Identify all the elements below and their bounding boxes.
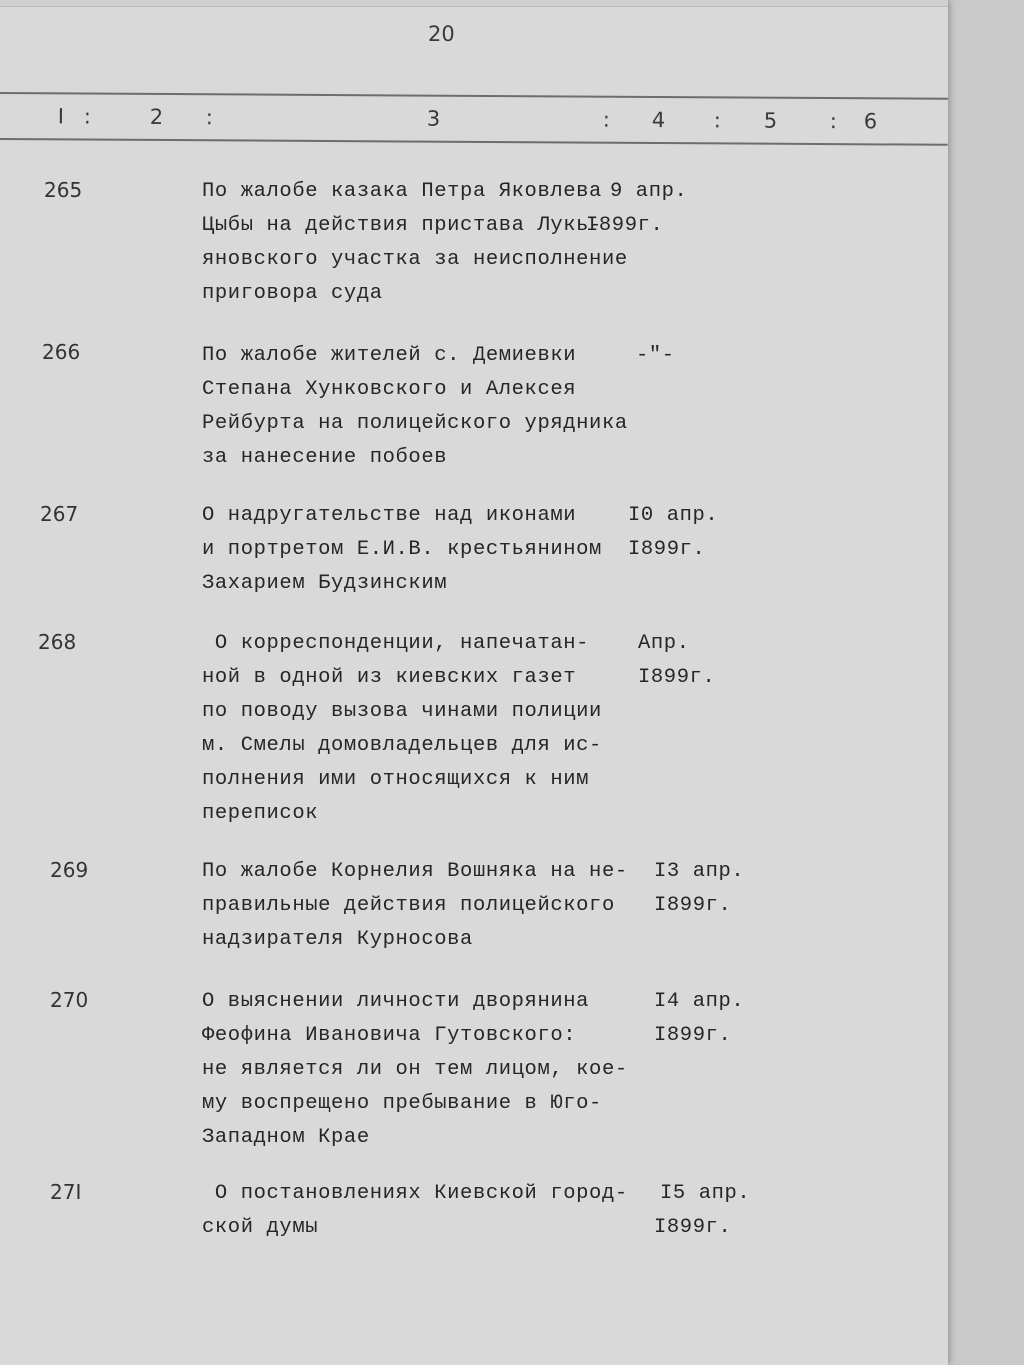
entry-number: 267 bbox=[40, 502, 79, 526]
entry-date-ditto: -"- bbox=[636, 344, 675, 367]
entry-number: 265 bbox=[44, 178, 83, 202]
entry-number: 27I bbox=[50, 1180, 82, 1204]
entry-description-line: надзирателя Курносова bbox=[202, 928, 473, 951]
entry-description-line: По жалобе жителей с. Демиевки bbox=[202, 344, 577, 367]
column-header-5: 5 bbox=[763, 108, 778, 133]
column-header-3: 3 bbox=[426, 106, 441, 131]
entry-description-line: м. Смелы домовладельцев для ис- bbox=[202, 734, 602, 757]
entry-date-year: I899г. bbox=[654, 894, 732, 917]
page-number: 20 bbox=[428, 22, 455, 46]
entry-number: 269 bbox=[50, 858, 89, 882]
column-separator: : bbox=[83, 104, 92, 129]
entry-description-line: По жалобе Корнелия Вошняка на не- bbox=[202, 860, 628, 883]
entry-date-day: I4 апр. bbox=[654, 990, 745, 1013]
entry-number: 266 bbox=[42, 340, 81, 364]
entry-description-line: полнения ими относящихся к ним bbox=[202, 768, 590, 791]
entry-date-day: 9 апр. bbox=[610, 180, 688, 203]
entry-description-line: му воспрещено пребывание в Юго- bbox=[202, 1092, 602, 1115]
entry-description-line: О надругательстве над иконами bbox=[202, 504, 577, 527]
entry-number: 268 bbox=[38, 630, 77, 654]
entry-description-line: ной в одной из киевских газет bbox=[202, 666, 577, 689]
entry-date-day: I3 апр. bbox=[654, 860, 745, 883]
entry-description-line: яновского участка за неисполнение bbox=[202, 248, 628, 271]
entry-description-line: Феофина Ивановича Гутовского: bbox=[202, 1024, 577, 1047]
entry-date-day: I5 апр. bbox=[660, 1182, 751, 1205]
entry-description-line: ской думы bbox=[202, 1216, 319, 1239]
column-separator: : bbox=[602, 107, 610, 132]
entry-description-line: Цыбы на действия пристава Лукь- bbox=[202, 214, 602, 237]
entry-description-line: О корреспонденции, напечатан- bbox=[202, 632, 590, 655]
column-header-4: 4 bbox=[651, 107, 666, 133]
entry-description-line: Степана Хунковского и Алексея bbox=[202, 378, 577, 401]
entry-date-year: I899г. bbox=[628, 538, 706, 561]
entry-description-line: не является ли он тем лицом, кое- bbox=[202, 1058, 628, 1081]
entry-date-day: I0 апр. bbox=[628, 504, 719, 527]
entry-description-line: переписок bbox=[202, 802, 319, 825]
entry-description-line: Рейбурта на полицейского урядника bbox=[202, 412, 628, 435]
entry-date-month: Апр. bbox=[638, 632, 690, 655]
column-separator: : bbox=[713, 108, 721, 133]
column-header-1: I bbox=[57, 104, 65, 129]
entry-date-year: I899г. bbox=[638, 666, 716, 689]
entry-date-year: I899г. bbox=[586, 214, 664, 237]
column-header-2: 2 bbox=[149, 104, 164, 129]
entry-description-line: правильные действия полицейского bbox=[202, 894, 615, 917]
column-header-row bbox=[0, 92, 948, 146]
entry-number: 270 bbox=[50, 988, 89, 1012]
entry-description-line: приговора суда bbox=[202, 282, 383, 305]
column-separator: : bbox=[205, 105, 214, 130]
entry-description-line: О выяснении личности дворянина bbox=[202, 990, 590, 1013]
column-separator: : bbox=[829, 109, 837, 134]
entry-description-line: Захарием Будзинским bbox=[202, 572, 448, 595]
entry-description-line: и портретом Е.И.В. крестьянином bbox=[202, 538, 602, 561]
entry-description-line: О постановлениях Киевской город- bbox=[202, 1182, 628, 1205]
column-header-6: 6 bbox=[863, 109, 878, 134]
entry-date-year: I899г. bbox=[654, 1216, 732, 1239]
page-stack-edge bbox=[0, 0, 948, 7]
entry-description-line: Западном Крае bbox=[202, 1126, 370, 1149]
entry-description-line: По жалобе казака Петра Яковлева bbox=[202, 180, 602, 203]
entry-date-year: I899г. bbox=[654, 1024, 732, 1047]
entry-description-line: за нанесение побоев bbox=[202, 446, 448, 469]
entry-description-line: по поводу вызова чинами полиции bbox=[202, 700, 602, 723]
